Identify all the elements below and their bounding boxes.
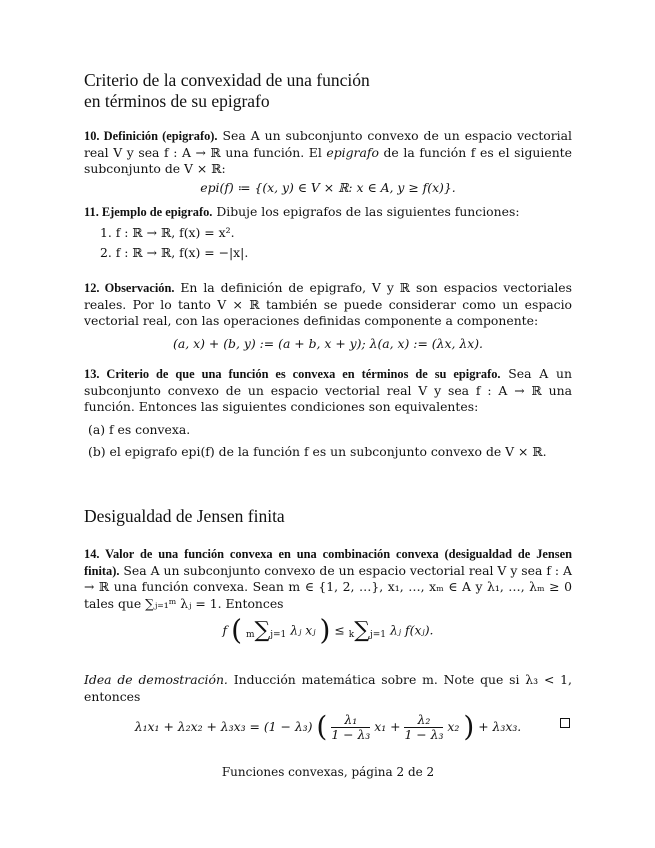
definition-10: 10. Definición (epigrafo). Sea A un subconjunto convexo de un espacio vectorial real V y sea f : A → ℝ una función. El epigrafo de la función f es el siguiente subconjunto de V × ℝ: epi(f) ≔ {(x, y) ∈ V × ℝ: x ∈ A, y ≥ f(x)}. — [84, 128, 572, 195]
epi-formula: epi(f) ≔ {(x, y) ∈ V × ℝ: x ∈ A, y ≥ f(x)}. — [200, 179, 456, 195]
example-11: 11. Ejemplo de epigrafo. Dibuje los epigrafos de las siguientes funciones: 1. f : ℝ → ℝ, f(x) = x². 2. f : ℝ → ℝ, f(x) = −|x|. — [84, 204, 572, 262]
proof: Idea de demostración. Inducción matemática sobre m. Note que si λ₃ < 1, entonces λ₁x₁ + λ₂x₂ + λ₃x₃ = (1 − λ₃) ( $\frac{\text{λ₁}}{\text{1 − λ₃}}$ x₁ + $\frac{\text{λ₂}}{\text{1 − λ₃}}$ x₂ ) + λ₃x₃. — [84, 672, 572, 744]
section-title-jensen: Desigualdad de Jensen finita — [84, 506, 285, 526]
criterion-13: 13. Criterio de que una función es convexa en términos de su epigrafo. Sea A un subconjunto convexo de un espacio vectorial real V y sea f : A → ℝ una función. Entonces las siguientes condiciones son equivalentes: (a) f es convexa. (b) el epigrafo epi(f) de la función f es un subconjunto convexo de V × ℝ. — [84, 366, 572, 460]
list-item: (b) el epigrafo epi(f) de la función f es un subconjunto convexo de V × ℝ. — [88, 444, 547, 460]
proof-label: Idea de demostración. — [84, 672, 228, 687]
qed-square-icon — [560, 718, 570, 728]
observation-12: 12. Observación. En la definición de epigrafo, V y ℝ son espacios vectoriales reales. Por lo tanto V × ℝ también se puede considerar como un espacio vectorial real, con las operaciones definidas componente a componente: (a, x) + (b, y) := (a + b, x + y); λ(a, x) := (λx, λx). — [84, 280, 572, 351]
definition-label: 10. Definición (epigrafo). — [84, 129, 218, 143]
jensen-formula: f ( m∑j=1 λⱼ xⱼ ) ≤ k∑j=1 λⱼ f(xⱼ). — [222, 614, 434, 648]
operations-formula: (a, x) + (b, y) := (a + b, x + y); λ(a, x) := (λx, λx). — [173, 335, 483, 351]
section-title — [84, 70, 370, 112]
example-label: 11. Ejemplo de epigrafo. — [84, 205, 213, 219]
jensen-14: 14. Valor de una función convexa en una combinación convexa (desigualdad de Jensen finita). Sea A un subconjunto convexo de un espacio vectorial real V y sea f : A → ℝ una función convexa. Sean m ∈ {1, 2, …}, x₁, …, xₘ ∈ A y λ₁, …, λₘ ≥ 0 tales que ∑ⱼ₌₁ᵐ λⱼ = 1. Entonces f ( m∑j=1 λⱼ xⱼ ) ≤ k∑j=1 λⱼ f(xⱼ). — [84, 547, 572, 648]
jensen-label: 14. Valor de una función convexa en una combinación convexa (desigualdad de Jensen finita). — [84, 547, 572, 578]
page-footer: Funciones convexas, página 2 de 2 — [221, 765, 435, 779]
proof-formula: λ₁x₁ + λ₂x₂ + λ₃x₃ = (1 − λ₃) ( $\frac{\text{λ₁}}{\text{1 − λ₃}}$ x₁ + $\frac{\text{λ₂}}{\text{1 − λ₃}}$ x₂ ) + λ₃x₃. — [134, 710, 522, 744]
list-item: (a) f es convexa. — [88, 421, 191, 437]
list-item: 1. f : ℝ → ℝ, f(x) = x². — [100, 224, 235, 240]
criterion-label: 13. Criterio de que una función es convexa en términos de su epigrafo. — [84, 367, 501, 381]
section-title-line2: en términos de su epigrafo — [84, 91, 270, 111]
observation-label: 12. Observación. — [84, 281, 175, 295]
list-item: 2. f : ℝ → ℝ, f(x) = −|x|. — [100, 245, 249, 261]
section-title-line1: Criterio de la convexidad de una función — [84, 70, 370, 90]
